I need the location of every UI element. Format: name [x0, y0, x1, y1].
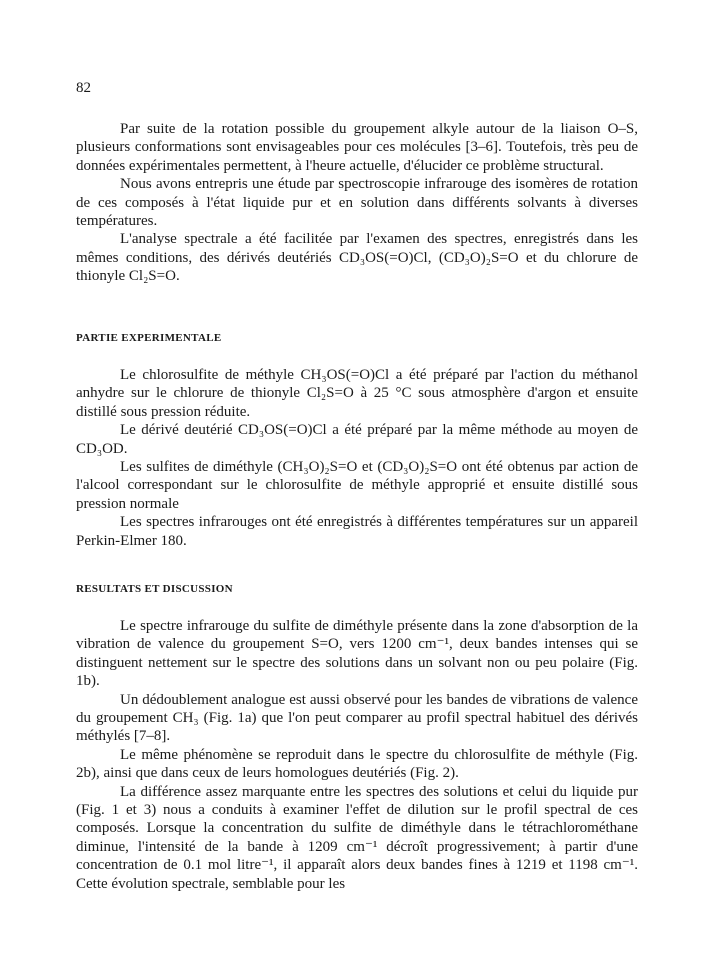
- intro-paragraph: Par suite de la rotation possible du groupement alkyle autour de la liaison O–S, plusieurs conformations sont envisageables pour ces molécules [3–6]. Toutefois, très peu de données expérimentales permettent, à l'heure actuelle, d'élucider ce problème structural.: [76, 121, 638, 174]
- page-number: 82: [76, 80, 91, 96]
- results-paragraph: Un dédoublement analogue est aussi observé pour les bandes de vibrations de valence du groupement CH₃ (Fig. 1a) que l'on peut comparer au profil spectral habituel des dérivés méthylés [7–8].: [76, 691, 638, 745]
- experimental-paragraph: Le dérivé deutérié CD₃OS(=O)Cl a été préparé par la même méthode au moyen de CD₃OD.: [76, 422, 638, 457]
- section-heading-results: RESULTATS ET DISCUSSION: [76, 583, 233, 595]
- intro-paragraph: Nous avons entrepris une étude par spectroscopie infrarouge des isomères de rotation de ces composés à l'état liquide pur et en solution dans différents solvants à diverses températures.: [76, 176, 638, 230]
- experimental-paragraph: Les sulfites de diméthyle (CH₃O)₂S=O et (CD₃O)₂S=O ont été obtenus par action de l'alcool correspondant sur le chlorosulfite de méthyle approprié et ensuite distillé sous pression normale: [76, 459, 638, 512]
- results-paragraph: La différence assez marquante entre les spectres des solutions et celui du liquide pur (Fig. 1 et 3) nous a conduits à examiner l'effet de dilution sur le profil spectral de ces composés. Lorsque la concentration du sulfite de diméthyle dans le tétrachlorométhane diminue, l'intensité de la bande à 1209 cm⁻¹ décroît progressivement; à partir d'une concentration de 0.1 mol litre⁻¹, il apparaît alors deux bandes fines à 1219 et 1198 cm⁻¹. Cette évolution spectrale, semblable pour les: [76, 783, 638, 892]
- experimental-paragraph: Les spectres infrarouges ont été enregistrés à différentes températures sur un appareil Perkin-Elmer 180.: [76, 514, 638, 549]
- experimental-text: [76, 366, 638, 550]
- experimental-paragraph: Le chlorosulfite de méthyle CH₃OS(=O)Cl a été préparé par l'action du méthanol anhydre sur le chlorure de thionyle Cl₂S=O à 25 °C sous atmosphère d'argon et ensuite distillé sous pression réduite.: [76, 367, 638, 420]
- intro-text: [76, 120, 638, 286]
- section-heading-experimental: PARTIE EXPERIMENTALE: [76, 332, 222, 344]
- results-text: [76, 617, 638, 893]
- results-paragraph: Le même phénomène se reproduit dans le spectre du chlorosulfite de méthyle (Fig. 2b), ainsi que dans ceux de leurs homologues deutériés (Fig. 2).: [76, 746, 638, 782]
- intro-paragraph: L'analyse spectrale a été facilitée par l'examen des spectres, enregistrés dans les mêmes conditions, des dérivés deutériés CD₃OS(=O)Cl, (CD₃O)₂S=O et du chlorure de thionyle Cl₂S=O.: [76, 231, 638, 285]
- results-paragraph: Le spectre infrarouge du sulfite de diméthyle présente dans la zone d'absorption de la vibration de valence du groupement S=O, vers 1200 cm⁻¹, deux bandes intenses qui se distinguent nettement sur le spectre des solutions dans un solvant non ou peu polaire (Fig. 1b).: [76, 618, 638, 690]
